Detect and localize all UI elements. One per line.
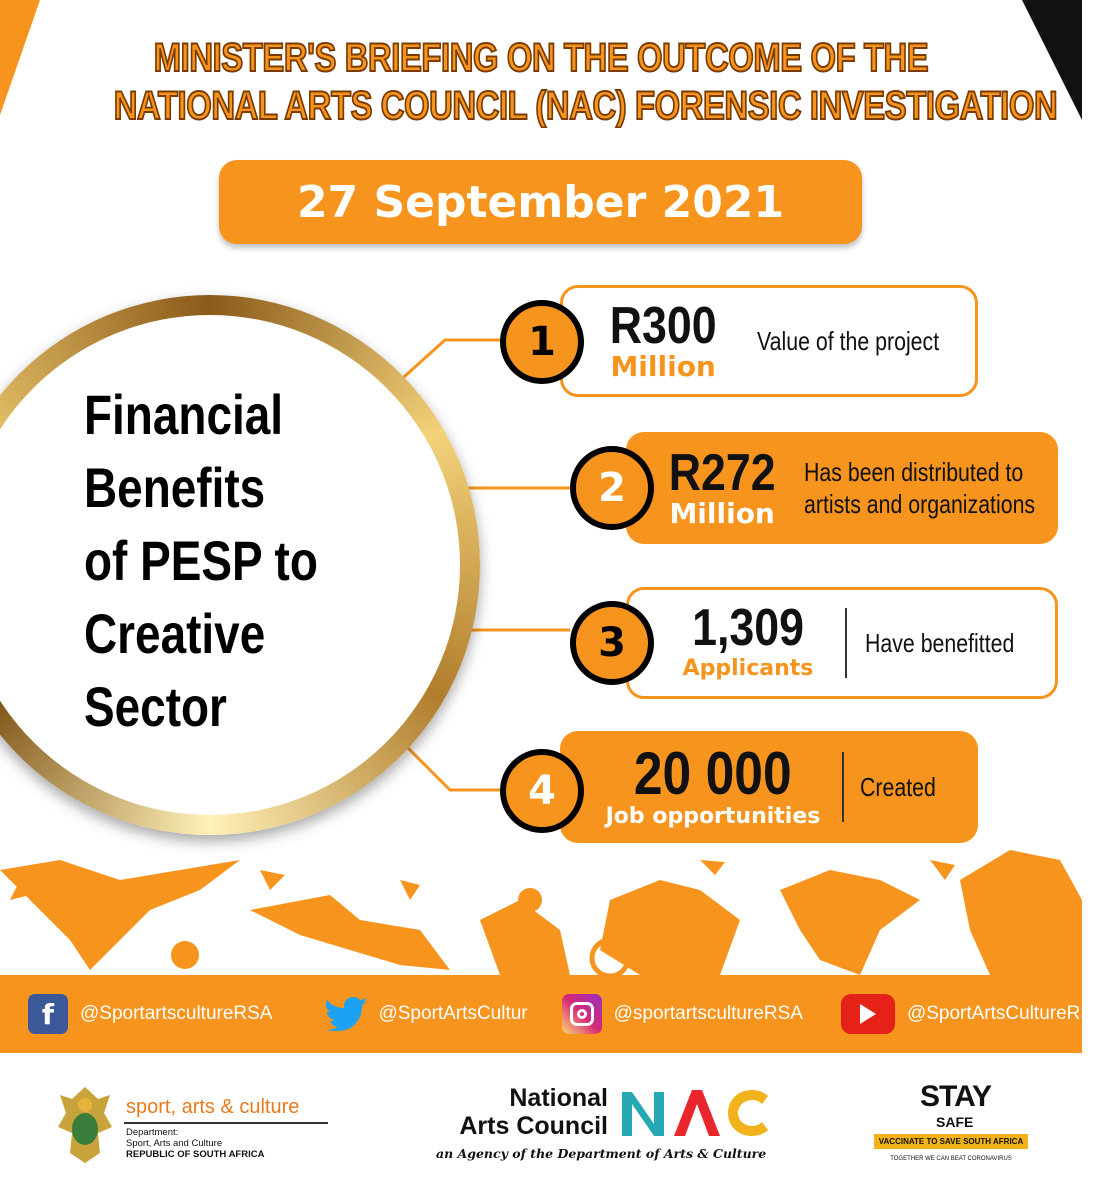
- social-instagram[interactable]: [562, 994, 803, 1034]
- circle-title-line: of PESP to: [84, 529, 318, 592]
- title-line-1: MINISTER'S BRIEFING ON THE OUTCOME OF THE: [153, 36, 929, 80]
- circle-title-line: Creative: [84, 602, 266, 665]
- nac-letters: [0, 0, 1, 1]
- number-badge-3: 3: [570, 601, 654, 685]
- social-handle: @SportArtsCultureRSA: [906, 1003, 1106, 1024]
- stat-card-3: [626, 587, 1058, 699]
- vaccinate-banner: VACCINATE TO SAVE SOUTH AFRICA: [874, 1134, 1028, 1149]
- social-handle: @SportartscultureRSA: [80, 1003, 273, 1024]
- divider: [845, 608, 847, 678]
- youtube-icon: [841, 994, 895, 1034]
- dept-underline: [124, 1122, 328, 1124]
- athlete-silhouettes: [0, 840, 1082, 980]
- stat-description: Has been distributed to artists and organizations: [804, 457, 1036, 519]
- dept-details: Department: Sport, Arts and Culture REPUBLIC OF SOUTH AFRICA: [126, 1127, 265, 1160]
- nac-logo: [618, 1084, 778, 1140]
- social-youtube[interactable]: [841, 994, 1106, 1034]
- number-badge-4: 4: [500, 749, 584, 833]
- twitter-icon: [326, 994, 366, 1034]
- divider: [842, 752, 844, 822]
- stat-unit: Job opportunities: [605, 804, 821, 829]
- stat-value: R272: [668, 444, 776, 502]
- social-twitter[interactable]: [326, 994, 527, 1034]
- stat-description: Value of the project: [757, 326, 940, 356]
- stat-value: R300: [609, 297, 717, 355]
- coat-of-arms-logo: [52, 1085, 118, 1165]
- stat-card-1: [560, 285, 978, 397]
- stat-unit: Million: [669, 497, 775, 530]
- stat-card-4: [560, 731, 978, 843]
- stat-value: 1,309: [692, 599, 804, 657]
- social-facebook[interactable]: [28, 994, 272, 1034]
- stat-unit: Applicants: [682, 656, 814, 681]
- nac-tagline: an Agency of the Department of Arts & Culture: [436, 1146, 767, 1161]
- stat-description: Have benefitted: [865, 628, 1015, 658]
- date-text: 27 September 2021: [296, 176, 785, 228]
- facebook-icon: f: [28, 994, 68, 1034]
- nac-name: National Arts Council: [459, 1084, 608, 1140]
- social-media-bar: [0, 975, 1106, 1053]
- stat-value: 20 000: [634, 740, 792, 807]
- number-badge-2: 2: [570, 446, 654, 530]
- number-badge-1: 1: [500, 300, 584, 384]
- social-handle: @SportArtsCultur: [378, 1003, 528, 1024]
- stay-safe-logo: STAY: [920, 1080, 992, 1113]
- stat-description: Created: [860, 772, 936, 802]
- circle-title-line: Financial: [84, 383, 284, 446]
- together-text: TOGETHER WE CAN BEAT CORONAVIRUS: [890, 1156, 1012, 1162]
- circle-title: [84, 378, 330, 743]
- stat-card-2: [626, 432, 1058, 544]
- circle-title-line: Benefits: [84, 456, 266, 519]
- dept-brand: sport, arts & culture: [126, 1096, 300, 1118]
- title-line-2: NATIONAL ARTS COUNCIL (NAC) FORENSIC INVESTIGATION: [113, 84, 1058, 128]
- social-handle: @sportartscultureRSA: [613, 1003, 803, 1024]
- safe-text: SAFE: [936, 1114, 974, 1130]
- instagram-icon: [562, 994, 602, 1034]
- circle-title-line: Sector: [84, 675, 227, 738]
- stat-unit: Million: [610, 350, 716, 383]
